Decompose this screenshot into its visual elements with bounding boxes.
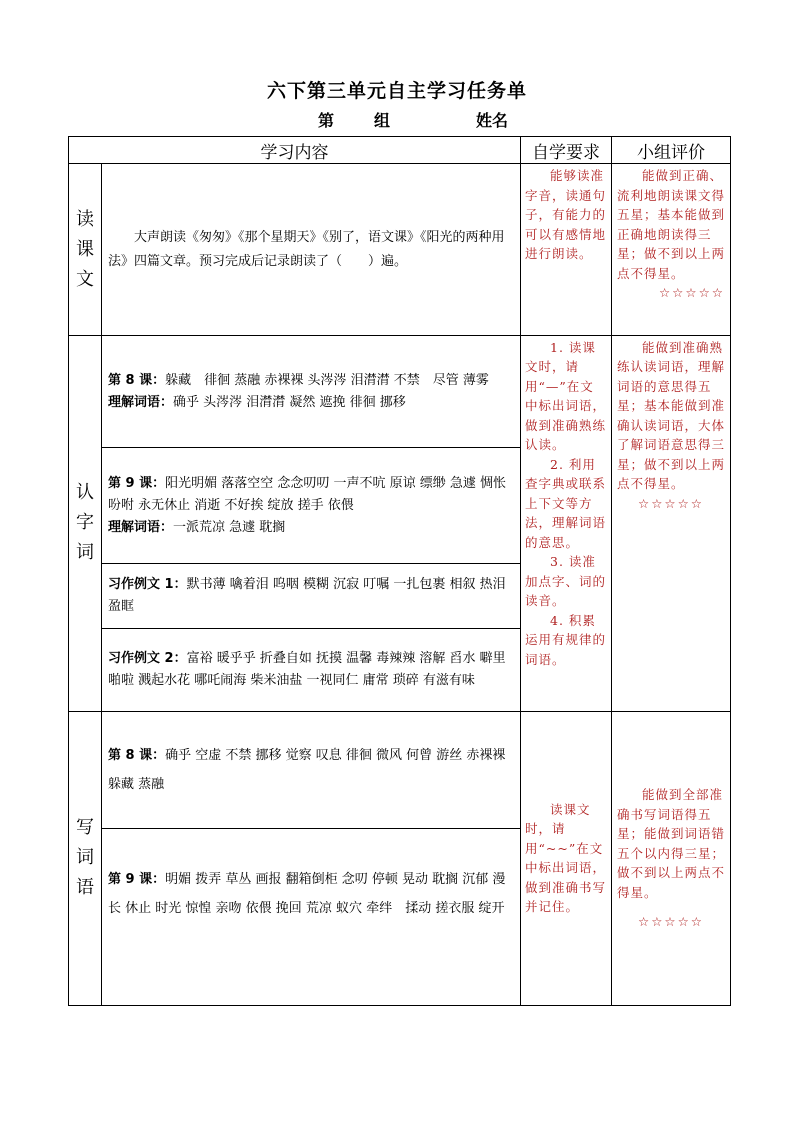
read-content (102, 164, 521, 336)
req-item: 3. 读准加点字、词的读音。 (525, 554, 607, 609)
write-req-text: 读课文时，请用“~~”在文中标出词语，做到准确书写并记住。 (525, 801, 607, 915)
cat-char: 字 (76, 512, 94, 534)
header-requirements: 自学要求 (521, 137, 612, 164)
words-eval-text: 能做到准确熟练认读词语，理解词语的意思得五星；基本能做到准确认读词语，大体了解词语意思得三星；做不到以上两点不得星。 (617, 339, 726, 492)
lesson-label: 第 8 课： (108, 372, 166, 388)
req-item: 4. 积累运用有规律的词语。 (525, 612, 607, 667)
word-list: 躲藏 徘徊 蒸融 赤裸裸 头涔涔 泪潸潸 不禁 尽管 薄雾 (165, 372, 489, 388)
word-list: 明媚 拨弄 草丛 画报 翻箱倒柜 念叨 停顿 晃动 耽搁 沉郁 漫长 休止 时光 惊惶 亲吻 依偎 挽回 荒凉 蚁穴 牵绊 揉动 搓衣服 绽开 (108, 872, 506, 917)
read-requirement (521, 164, 612, 336)
cat-char: 词 (76, 847, 94, 869)
word-list: 富裕 暖乎乎 折叠自如 抚摸 温馨 毒辣辣 溶解 舀水 噼里啪啦 溅起水花 哪吒闹海 柴米油盐 一视同仁 庸常 琐碎 有滋有味 (108, 650, 506, 688)
practice2-words (108, 648, 514, 692)
cat-char: 课 (76, 238, 94, 260)
words-practice2 (102, 629, 521, 711)
cat-char: 词 (76, 542, 94, 564)
lesson8-words (108, 370, 514, 392)
page-title: 六下第三单元自主学习任务单 (266, 80, 527, 102)
write-lesson9 (102, 829, 521, 1006)
write-stars: ☆☆☆☆☆ (637, 914, 705, 930)
lesson-label: 第 9 课： (108, 475, 166, 491)
words-requirement (521, 335, 612, 711)
task-table (68, 136, 731, 1006)
write-eval-text: 能做到全部准确书写词语得五星；能做到词语错五个以内得三星；做不到以上两点不得星。 (617, 787, 726, 900)
cat-char: 认 (76, 482, 94, 504)
understand-label: 理解词语： (108, 519, 174, 535)
lesson8-understand (108, 392, 514, 414)
lesson-label: 第 8 课： (108, 747, 166, 763)
word-list: 确乎 空虚 不禁 挪移 觉察 叹息 徘徊 微风 何曾 游丝 赤裸裸 躲藏 蒸融 (108, 747, 506, 792)
read-evaluation (612, 164, 731, 336)
category-read (69, 164, 102, 336)
read-text: 大声朗读《匆匆》《那个星期天》《别了，语文课》《阳光的两种用法》四篇文章。预习完成后记录朗读了（ ）遍。 (108, 229, 505, 269)
req-item: 1. 读课文时，请用“—”在文中标出词语，做到准确熟练认读。 (525, 339, 607, 453)
req-item: 2. 利用查字典或联系上下文等方法，理解词语的意思。 (525, 456, 607, 550)
write9-words (108, 865, 514, 923)
words-evaluation (612, 335, 731, 711)
words-lesson8 (102, 335, 521, 448)
read-req-text: 能够读准字音，读通句子，有能力的可以有感情地进行朗读。 (525, 168, 607, 262)
category-write (69, 711, 102, 1005)
words-stars: ☆☆☆☆☆ (637, 495, 705, 511)
cat-char: 文 (76, 268, 94, 290)
subtitle-line (0, 108, 794, 134)
words-practice1 (102, 563, 521, 628)
cat-char: 读 (76, 208, 94, 230)
lesson9-words (108, 473, 514, 517)
word-list: 确乎 头涔涔 泪潸潸 凝然 遮挽 徘徊 挪移 (173, 394, 406, 410)
lesson9-understand (108, 517, 514, 539)
write-requirement (521, 711, 612, 1005)
words-lesson9 (102, 448, 521, 564)
lesson-label: 第 9 课： (108, 872, 166, 888)
header-content: 学习内容 (69, 137, 521, 164)
category-words (69, 335, 102, 711)
word-list: 默书薄 噙着泪 呜咽 模糊 沉寂 叮嘱 一扎包裹 相叙 热泪盈眶 (108, 577, 506, 615)
read-stars: ☆☆☆☆☆ (658, 285, 725, 301)
lesson-label: 习作例文 2： (108, 650, 187, 666)
read-eval-text: 能做到正确、流利地朗读课文得五星；基本能做到正确地朗读得三星；做不到以上两点不得星。 (617, 168, 726, 281)
header-evaluation: 小组评价 (612, 137, 731, 164)
write8-words (108, 741, 514, 799)
word-list: 一派荒凉 急遽 耽搁 (173, 519, 286, 535)
cat-char: 写 (76, 817, 94, 839)
write-lesson8 (102, 711, 521, 829)
lesson-label: 习作例文 1： (108, 577, 187, 593)
understand-label: 理解词语： (108, 394, 174, 410)
word-list: 阳光明媚 落落空空 念念叨叨 一声不吭 原谅 缥缈 急遽 惆怅 吩咐 永无休止 消逝 不好挨 绽放 搓手 依偎 (108, 475, 507, 513)
practice1-words (108, 574, 514, 618)
name-label: 姓名 (476, 111, 509, 130)
write-evaluation (612, 711, 731, 1005)
group-prefix: 第 (318, 111, 335, 130)
cat-char: 语 (76, 877, 94, 899)
group-suffix: 组 (374, 111, 391, 130)
